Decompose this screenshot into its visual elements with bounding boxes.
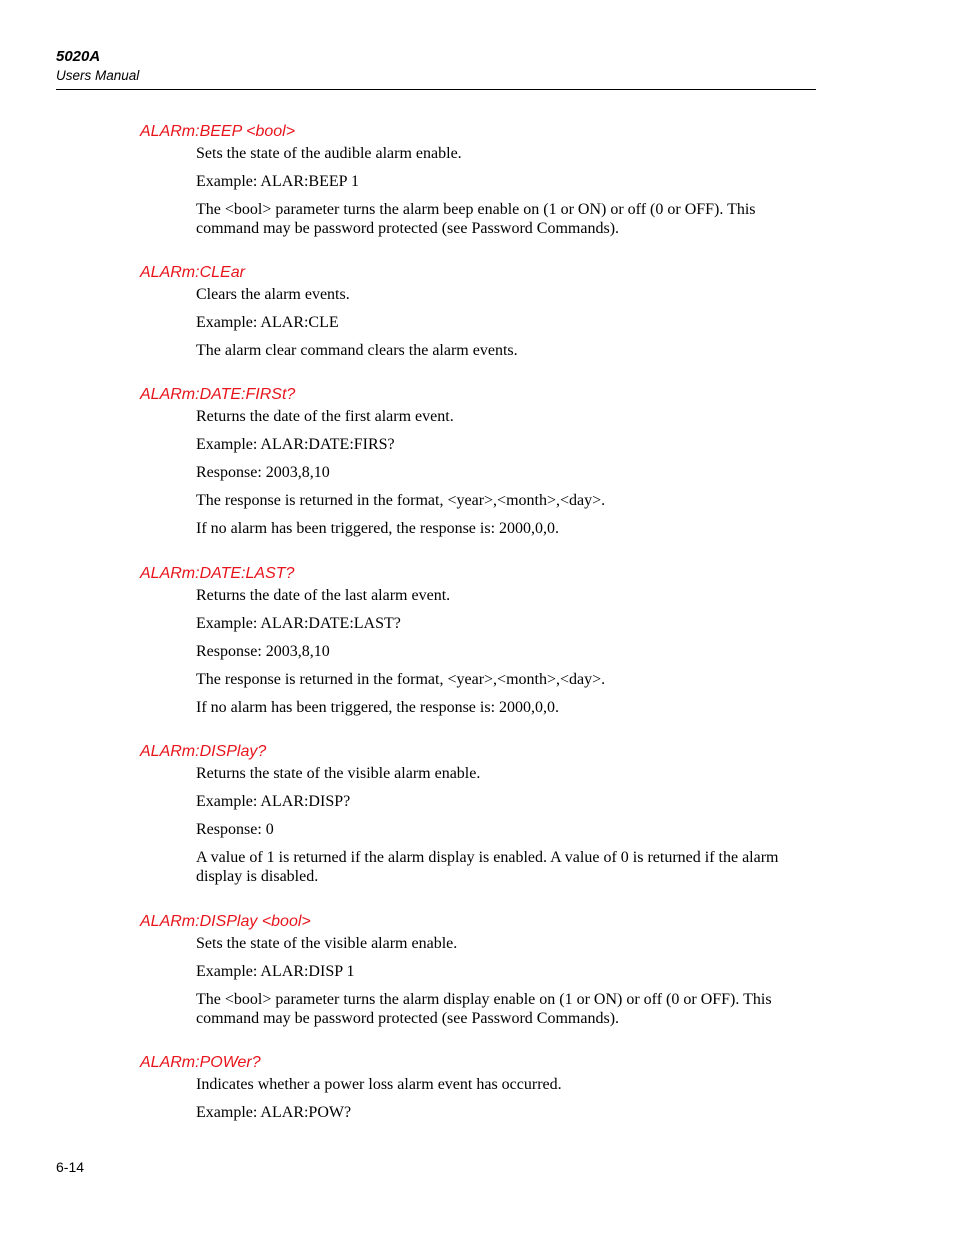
section-heading: ALARm:DISPlay <bool>: [140, 913, 311, 930]
section-alarm-date-last: [140, 564, 810, 726]
paragraph: Response: 0: [196, 821, 274, 838]
section-alarm-beep: [140, 122, 810, 247]
paragraph: The <bool> parameter turns the alarm display enable on (1 or ON) or off (0 or OFF). This command may be password protected (see Password Commands).: [196, 991, 772, 1027]
paragraph: Response: 2003,8,10: [196, 643, 330, 660]
section-heading: ALARm:CLEar: [140, 264, 245, 281]
section-alarm-date-first: [140, 385, 810, 547]
section-heading: ALARm:BEEP <bool>: [140, 123, 296, 140]
paragraph: Returns the date of the first alarm event.: [196, 408, 454, 425]
section-alarm-clear: [140, 263, 810, 369]
paragraph: Response: 2003,8,10: [196, 464, 330, 481]
paragraph: The response is returned in the format, <year>,<month>,<day>.: [196, 492, 606, 509]
section-heading: ALARm:DISPlay?: [140, 743, 267, 760]
section-heading: ALARm:DATE:LAST?: [140, 565, 295, 582]
paragraph: Example: ALAR:DISP?: [196, 793, 351, 810]
paragraph: The alarm clear command clears the alarm events.: [196, 342, 518, 359]
paragraph: Example: ALAR:DISP 1: [196, 963, 355, 980]
paragraph: Sets the state of the audible alarm enable.: [196, 145, 462, 162]
manual-title: Users Manual: [56, 68, 140, 83]
paragraph: Example: ALAR:CLE: [196, 314, 339, 331]
page-number: 6-14: [56, 1159, 85, 1175]
paragraph: If no alarm has been triggered, the response is: 2000,0,0.: [196, 520, 560, 537]
paragraph: The <bool> parameter turns the alarm beep enable on (1 or ON) or off (0 or OFF). This command may be password protected (see Password Commands).: [196, 201, 756, 237]
section-alarm-display-query: [140, 742, 810, 895]
paragraph: Example: ALAR:POW?: [196, 1104, 352, 1121]
paragraph: Example: ALAR:BEEP 1: [196, 173, 359, 190]
section-heading: ALARm:DATE:FIRSt?: [140, 386, 296, 403]
paragraph: Indicates whether a power loss alarm event has occurred.: [196, 1076, 562, 1093]
paragraph: The response is returned in the format, <year>,<month>,<day>.: [196, 671, 606, 688]
model-name: 5020A: [56, 48, 101, 65]
section-heading: ALARm:POWer?: [140, 1054, 261, 1071]
paragraph: Returns the state of the visible alarm enable.: [196, 765, 481, 782]
paragraph: Clears the alarm events.: [196, 286, 350, 303]
paragraph: A value of 1 is returned if the alarm display is enabled. A value of 0 is returned if the alarm display is disabled.: [196, 849, 779, 885]
paragraph: Returns the date of the last alarm event.: [196, 587, 451, 604]
paragraph: Example: ALAR:DATE:LAST?: [196, 615, 401, 632]
paragraph: If no alarm has been triggered, the response is: 2000,0,0.: [196, 699, 560, 716]
section-alarm-display-set: [140, 912, 810, 1037]
section-alarm-power: [140, 1053, 810, 1131]
page-header: [56, 48, 816, 84]
paragraph: Sets the state of the visible alarm enable.: [196, 935, 458, 952]
paragraph: Example: ALAR:DATE:FIRS?: [196, 436, 395, 453]
header-divider: [56, 89, 816, 90]
